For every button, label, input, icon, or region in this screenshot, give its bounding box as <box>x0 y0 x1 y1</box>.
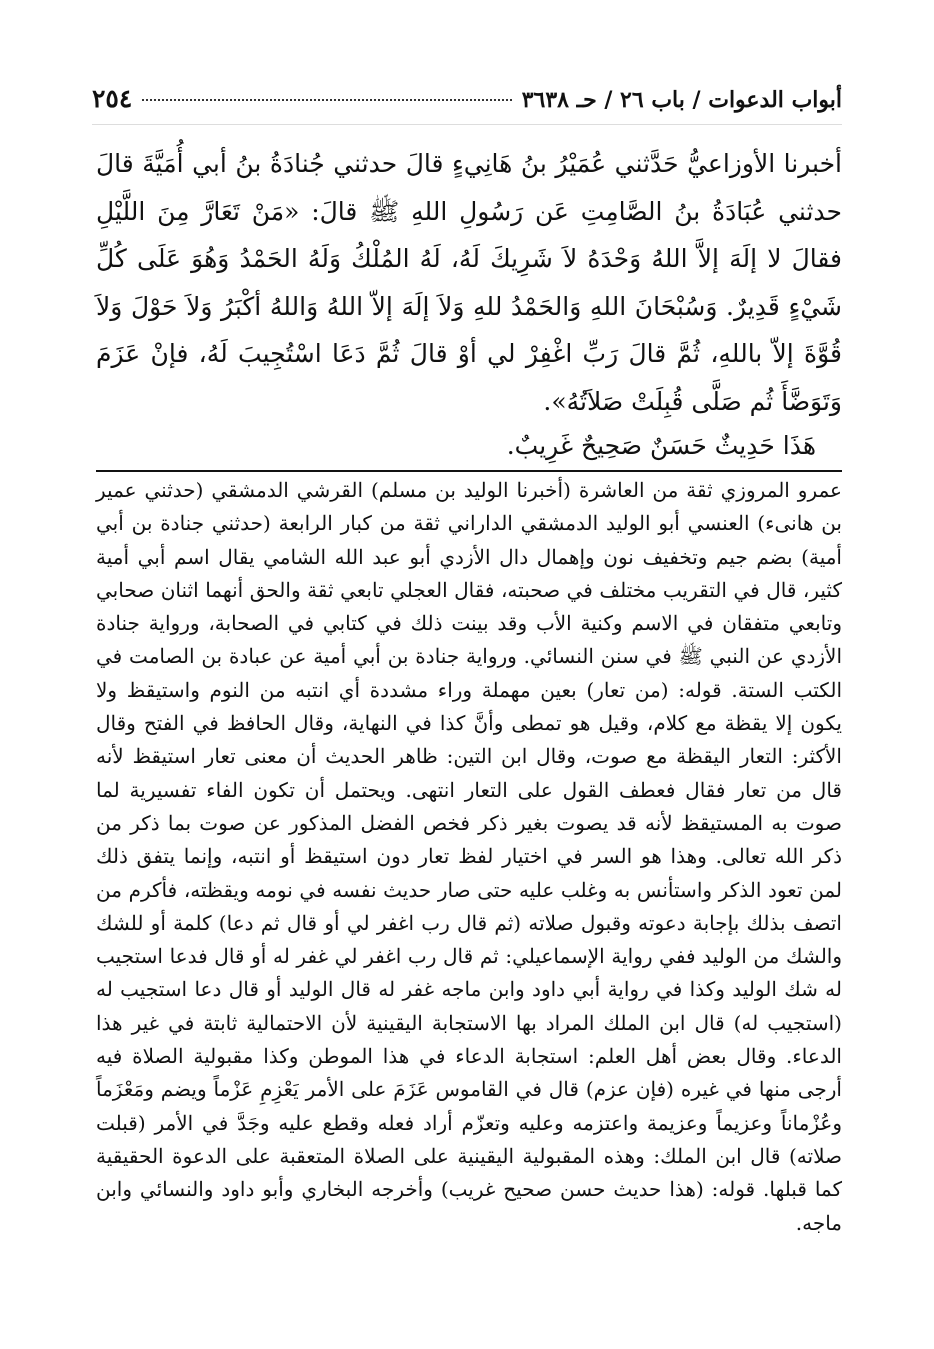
footnote-separator <box>96 470 842 472</box>
header-leader-dots <box>142 98 511 101</box>
commentary-block <box>96 474 842 1240</box>
header-title: أبواب الدعوات / باب ٢٦ / حـ ٣٦٣٨ <box>521 87 842 113</box>
page-number: ٢٥٤ <box>92 84 133 113</box>
hadith-grading: هَذَا حَدِيثٌ حَسَنٌ صَحِيحٌ غَرِيبٌ. <box>506 431 816 460</box>
hadith-text: أخبرنا الأوزاعيُّ حَدَّثني عُمَيْرُ بنُ هَانِيءٍ قالَ حدثني جُنادَةُ بنُ أبي أُمَيَّةَ قالَ حدثني عُبَادَةُ بنُ الصَّامِتِ عَن رَسُولِ اللهِ ﷺ قالَ: «مَنْ تَعَارَّ مِنَ اللَّيْلِ فقالَ لا إلَهَ إلاَّ اللهُ وَحْدَهُ لاَ شَرِيكَ لَهُ، لَهُ المُلْكُ وَلَهُ الحَمْدُ وَهُوَ عَلَى كُلِّ شَيْءٍ قَدِيرٌ. وَسُبْحَانَ اللهِ وَالحَمْدُ للهِ وَلاَ إلَهَ إلاّ اللهُ وَاللهُ أكْبَرُ وَلاَ حَوْلَ وَلاَ قُوَّةَ إلاّ باللهِ، ثُمَّ قالَ رَبِّ اغْفِرْ لي أوْ قالَ ثُمَّ دَعَا اسْتُجِيبَ لَهُ، فإنْ عَزَمَ وَتَوَضَّأَ ثُم صَلَّى قُبِلَتْ صَلاَتُهُ». <box>96 149 842 416</box>
commentary-text: عمرو المروزي ثقة من العاشرة (أخبرنا الوليد بن مسلم) القرشي الدمشقي (حدثني عمير بن هانىء) العنسي أبو الوليد الدمشقي الداراني ثقة من كبار الرابعة (حدثني جنادة بن أبي أمية) بضم جيم وتخفيف نون وإهمال دال الأزدي أبو عبد الله الشامي يقال اسم أبي أمية كثير، قال في التقريب مختلف في صحبته، فقال العجلي تابعي ثقة والحق أنهما اثنان صحابي وتابعي متفقان في الاسم وكنية الأب وقد بينت ذلك في كتابي في الصحابة، ورواية جنادة الأزدي عن النبي ﷺ في سنن النسائي. ورواية جنادة بن أبي أمية عن عبادة بن الصامت في الكتب الستة. قوله: (من تعار) بعين مهملة وراء مشددة أي انتبه من النوم واستيقظ ولا يكون إلا يقظة مع كلام، وقيل هو تمطى وأنَّ كذا في النهاية، وقال الحافظ في الفتح وقال الأكثر: التعار اليقظة مع صوت، وقال ابن التين: ظاهر الحديث أن معنى تعار استيقظ لأنه قال من تعار فقال فعطف القول على التعار انتهى. ويحتمل أن تكون الفاء تفسيرية لما صوت به المستيقظ لأنه قد يصوت بغير ذكر فخص الفضل المذكور عن صوت بما ذكر من ذكر الله تعالى. وهذا هو السر في اختيار لفظ تعار دون استيقظ أو انتبه، وإنما يتفق ذلك لمن تعود الذكر واستأنس به وغلب عليه حتى صار حديث نفسه في نومه ويقظته، فأكرم من اتصف بذلك بإجابة دعوته وقبول صلاته (ثم قال رب اغفر لي أو قال ثم دعا) كلمة أو للشك والشك من الوليد ففي رواية الإسماعيلي: ثم قال رب اغفر لي غفر له أو قال فدعا استجيب له شك الوليد وكذا في رواية أبي داود وابن ماجه غفر له قال الوليد أو قال دعا استجيب له (استجيب له) قال ابن الملك المراد بها الاستجابة اليقينية لأن الاحتمالية ثابتة في غير هذا الدعاء. وقال بعض أهل العلم: استجابة الدعاء في هذا الموطن وكذا مقبولية الصلاة فيه أرجى منها في غيره (فإن عزم) قال في القاموس عَزَمَ على الأمر يَعْزِمِ عَزْماً ويضم ومَعْزَماً وعُزْماناً وعزيماً وعزيمة واعتزمه وعليه وتعزّم أراد فعله وقطع عليه وجَدَّ في الأمر (قبلت صلاته) قال ابن الملك: وهذه المقبولية اليقينية على الصلاة المتعقبة على الدعوة الحقيقية كما قبلها. قوله: (هذا حديث حسن صحيح غريب) وأخرجه البخاري وأبو داود والنسائي وابن ماجه. <box>96 478 843 1235</box>
hadith-text-block <box>96 140 842 425</box>
running-header <box>92 84 842 125</box>
